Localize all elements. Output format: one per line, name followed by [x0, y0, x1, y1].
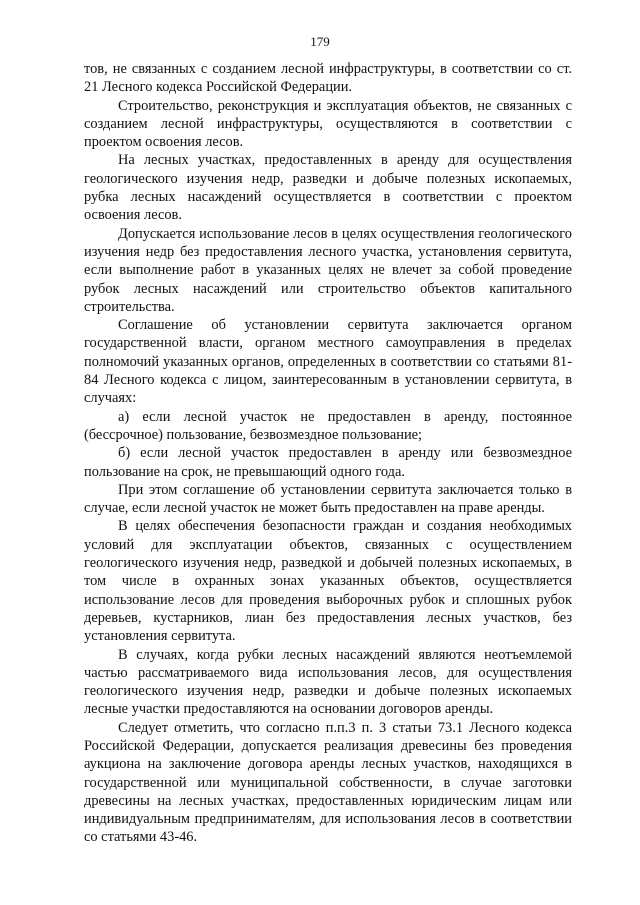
- paragraph: В целях обеспечения безопасности граждан и создания необходимых условий для эксплуатации объектов, связанных с осуществлением геологического изучения недр, разведкой и добычей полезных ископаемых, в том числе в охранных зонах указанных объектов, осуществляется использование лесов для проведения выборочных рубок и сплошных рубок деревьев, кустарников, лиан без предоставления лесных участков, без установления сервитута.: [84, 518, 572, 645]
- page-number: 179: [310, 34, 330, 49]
- paragraph: Соглашение об установлении сервитута заключается органом государственной власти, органом местного самоуправления в пределах полномочий указанных органов, определенных в соответствии со статьями 81-84 Лесного кодекса с лицом, заинтересованным в установлении сервитута, в случаях:: [84, 317, 572, 407]
- paragraph: На лесных участках, предоставленных в аренду для осуществления геологического изучения недр, разведки и добыче полезных ископаемых, рубка лесных насаждений осуществляется в соответствии с проектом освоения лесов.: [84, 152, 572, 224]
- paragraph: б) если лесной участок предоставлен в аренду или безвозмездное пользование на срок, не превышающий одного года.: [84, 445, 572, 480]
- paragraph: а) если лесной участок не предоставлен в аренду, постоянное (бессрочное) пользование, безвозмездное пользование;: [84, 408, 572, 443]
- paragraph: Строительство, реконструкция и эксплуатация объектов, не связанных с созданием лесной инфраструктуры, осуществляются в соответствии с проектом освоения лесов.: [84, 97, 572, 151]
- paragraph: Допускается использование лесов в целях осуществления геологического изучения недр без предоставления лесного участка, установления сервитута, если выполнение работ в указанных целях не влечет за собой проведение рубок лесных насаждений или строительство объектов капитального строительства.: [84, 225, 572, 315]
- paragraph: тов, не связанных с созданием лесной инфраструктуры, в соответствии со ст. 21 Лесного кодекса Российской Федерации.: [84, 61, 572, 96]
- paragraph: Следует отметить, что согласно п.п.3 п. 3 статьи 73.1 Лесного кодекса Российской Федерации, допускается реализация древесины без проведения аукциона на заключение договора аренды лесных участков, находящихся в государственной или муниципальной собственности, в случае заготовки древесины на лесных участках, предоставленных юридическим лицам или индивидуальным предпринимателям, для использования лесов в соответствии со статьями 43-46.: [84, 719, 572, 846]
- page-body: [84, 60, 572, 847]
- paragraph: В случаях, когда рубки лесных насаждений являются неотъемлемой частью рассматриваемого вида использования лесов, для осуществления геологического изучения недр, разведки и добыче полезных ископаемых лесные участки предоставляются на основании договоров аренды.: [84, 646, 572, 718]
- paragraph: При этом соглашение об установлении сервитута заключается только в случае, если лесной участок не может быть предоставлен на праве аренды.: [84, 481, 572, 517]
